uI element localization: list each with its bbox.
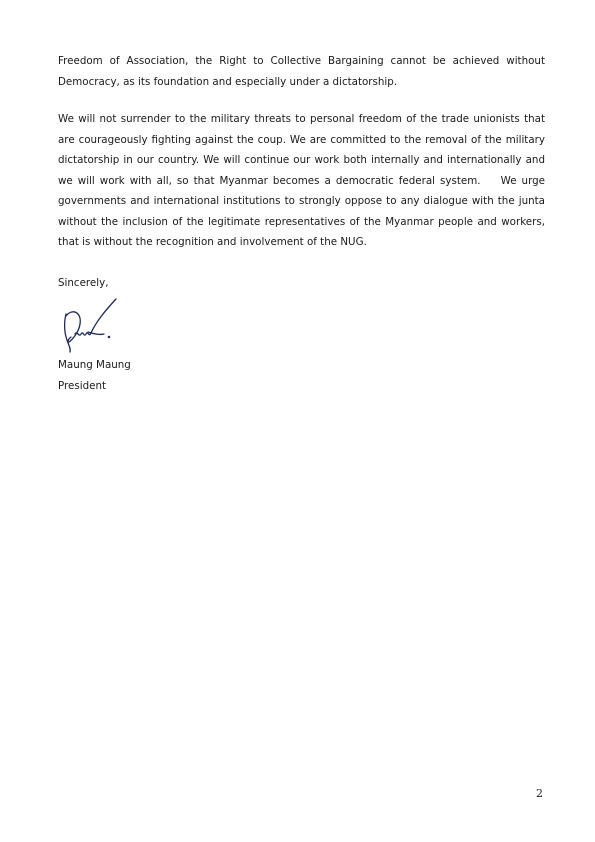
handwritten-signature bbox=[58, 294, 128, 356]
letter-closing: Sincerely, bbox=[58, 277, 109, 289]
signer-title: President bbox=[58, 380, 107, 392]
page-number: 2 bbox=[536, 787, 543, 800]
letter-paragraph-continuation: Freedom of Association, the Right to Collective Bargaining cannot be achieved without Democracy, as its foundation and especially under a dictatorship. bbox=[58, 55, 549, 88]
letter-paragraph-main: We will not surrender to the military threats to personal freedom of the trade unionists that are courageously fighting against the coup. We are committed to the removal of the military dictatorship in our country. We will continue our work both internally and internationally and we will work with all, so that Myanmar becomes a democratic federal system. We urge governments and international institutions to strongly oppose to any dialogue with the junta without the inclusion of the legitimate representatives of the Myanmar people and workers, that is without the recognition and involvement of the NUG. bbox=[58, 113, 549, 248]
signer-name: Maung Maung bbox=[58, 359, 131, 371]
